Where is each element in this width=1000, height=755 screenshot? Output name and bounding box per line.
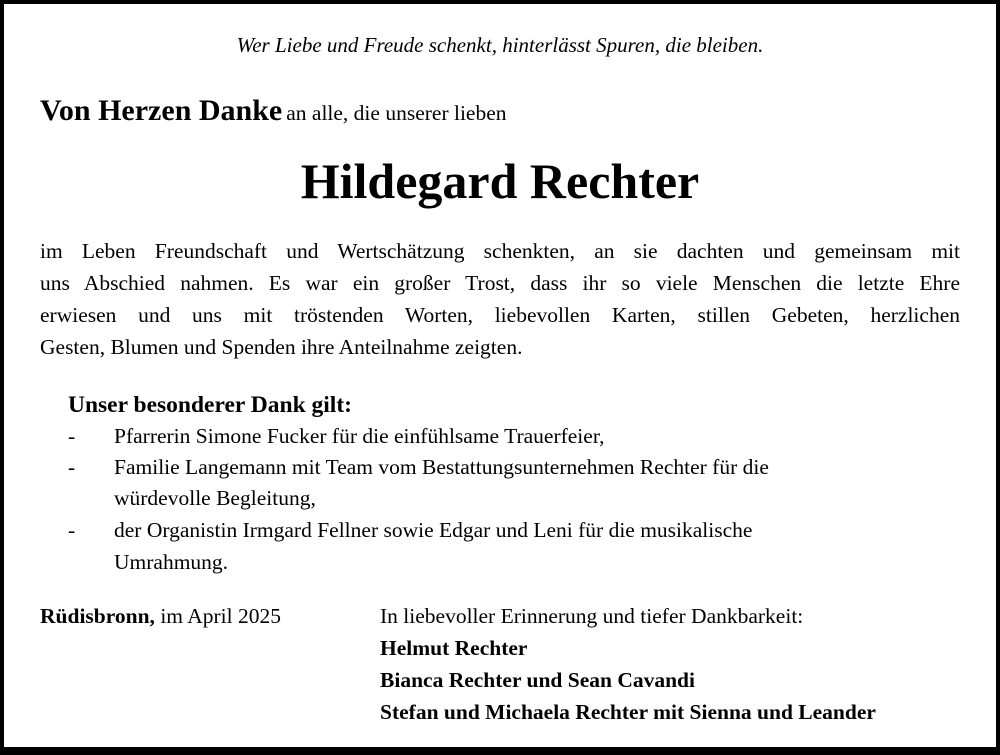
bullet-dash: - [68, 455, 76, 479]
paragraph-line: Gesten, Blumen und Spenden ihre Anteilnahme zeigten. [40, 335, 523, 359]
place-date [40, 606, 281, 628]
place: Rüdisbronn, [40, 604, 155, 628]
signer: Bianca Rechter und Sean Cavandi [380, 668, 695, 692]
thanks-item: Pfarrerin Simone Fucker für die einfühlsame Trauerfeier, [114, 424, 605, 448]
bullet-dash: - [68, 424, 76, 448]
closing: In liebevoller Erinnerung und tiefer Dankbarkeit: [380, 604, 804, 628]
thanks-item: Familie Langemann mit Team vom Bestattungsunternehmen Rechter für die [114, 455, 769, 479]
signer: Stefan und Michaela Rechter mit Sienna und Leander [380, 700, 876, 724]
thanks-item-cont: Umrahmung. [114, 550, 229, 574]
heading-bold: Von Herzen Danke [40, 94, 283, 127]
date: im April 2025 [160, 604, 281, 628]
paragraph-line: im Leben Freundschaft und Wertschätzung schenkten, an sie dachten und gemeinsam mit [40, 239, 960, 263]
motto: Wer Liebe und Freude schenkt, hinterlässt Spuren, die bleiben. [236, 33, 764, 57]
signer: Helmut Rechter [380, 636, 528, 660]
heading-rest: an alle, die unserer lieben [286, 101, 507, 125]
heading [40, 96, 507, 126]
thanks-heading: Unser besonderer Dank gilt: [68, 392, 352, 418]
paragraph-line: erwiesen und uns mit tröstenden Worten, liebevollen Karten, stillen Gebeten, herzlichen [40, 303, 960, 327]
thanks-item: der Organistin Irmgard Fellner sowie Edgar und Leni für die musikalische [114, 518, 753, 542]
bullet-dash: - [68, 518, 76, 542]
paragraph-line: uns Abschied nahmen. Es war ein großer Trost, dass ihr so viele Menschen die letzte Ehre [40, 271, 960, 295]
deceased-name: Hildegard Rechter [300, 153, 700, 209]
thanks-item-cont: würdevolle Begleitung, [114, 486, 316, 510]
